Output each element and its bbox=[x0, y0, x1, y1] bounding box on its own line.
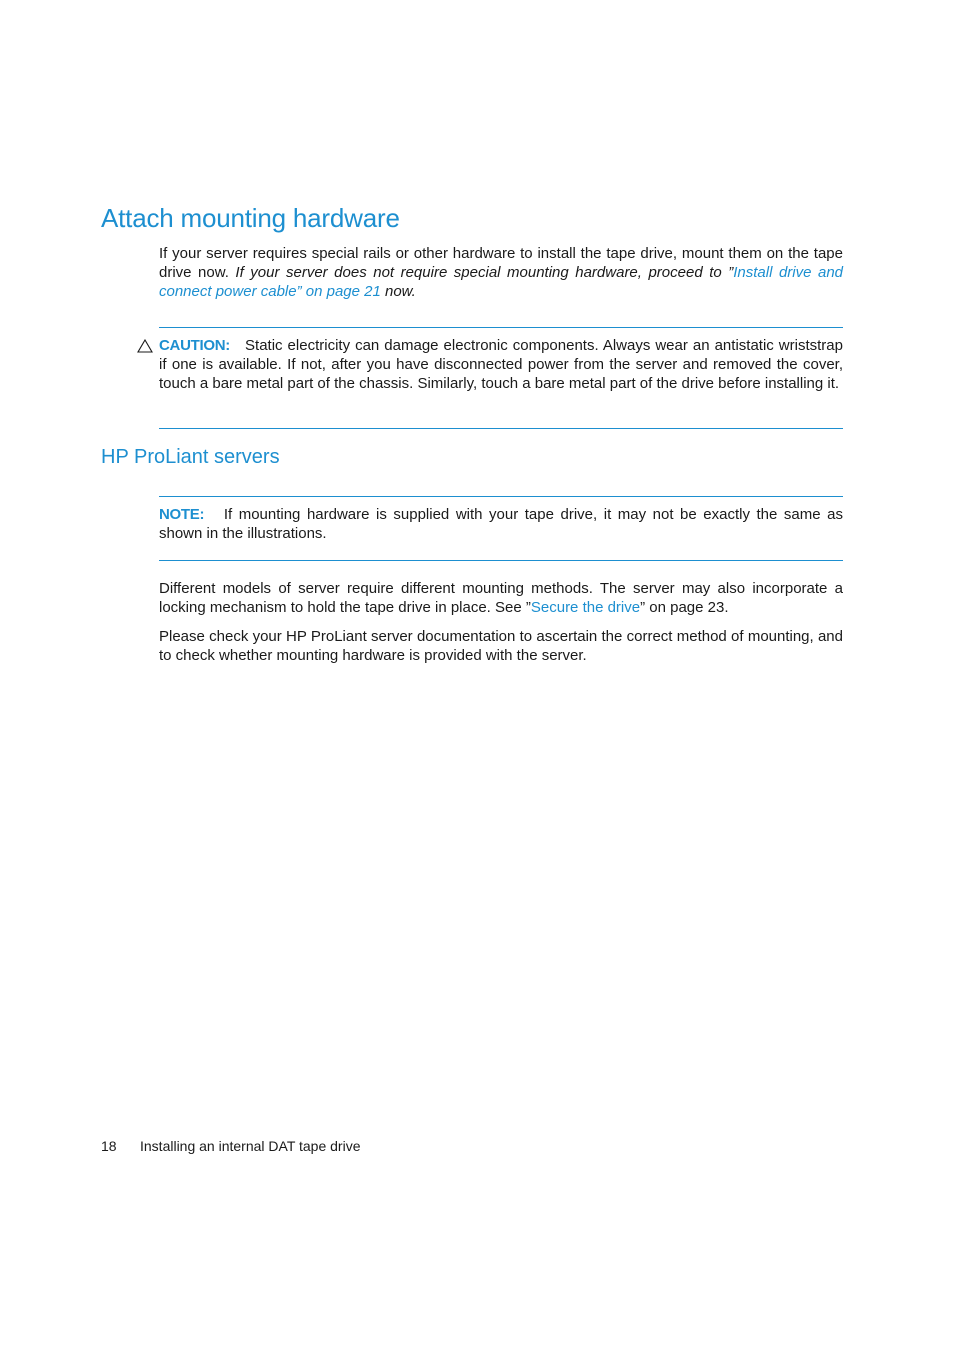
p1-end-text: ” on page 23. bbox=[640, 599, 729, 617]
intro-quote: ” bbox=[728, 264, 734, 282]
footer-title: Installing an internal DAT tape drive bbox=[140, 1138, 361, 1154]
documentation-paragraph: Please check your HP ProLiant server documentation to ascertain the correct method of mounting, and to check whether mounting hardware is provided with the server. bbox=[159, 628, 843, 665]
mounting-methods-paragraph bbox=[159, 579, 843, 617]
secure-drive-link[interactable]: Secure the drive bbox=[530, 599, 641, 617]
caution-bottom-rule bbox=[159, 428, 843, 429]
page-number: 18 bbox=[101, 1138, 117, 1154]
intro-text: If your server requires special rails or other hardware to install the tape drive, mount them on the tape drive now. bbox=[159, 245, 843, 282]
note-label: NOTE: bbox=[159, 506, 205, 523]
caution-top-rule bbox=[159, 327, 843, 328]
caution-paragraph bbox=[159, 336, 843, 394]
caution-text: Static electricity can damage electronic components. Always wear an antistatic wriststrap if one is available. If not, after you have disconnected power from the server and removed the cover, touch a bare metal part of the chassis. Similarly, touch a bare metal part of the drive before installing it. bbox=[159, 337, 843, 393]
p1-text: Different models of server require different mounting methods. The server may also incorporate a locking mechanism to hold the tape drive in place. See ” bbox=[159, 580, 843, 617]
intro-paragraph bbox=[159, 244, 843, 302]
note-text: If mounting hardware is supplied with your tape drive, it may not be exactly the same as shown in the illustrations. bbox=[159, 506, 843, 543]
caution-triangle-icon bbox=[137, 339, 153, 353]
caution-label: CAUTION: bbox=[159, 337, 230, 354]
subsection-title: HP ProLiant servers bbox=[101, 446, 280, 468]
intro-end-text: now. bbox=[380, 283, 416, 301]
section-title: Attach mounting hardware bbox=[101, 203, 400, 233]
intro-italic-text: If your server does not require special mounting hardware, proceed to bbox=[235, 264, 729, 282]
page-footer bbox=[101, 1138, 361, 1154]
note-top-rule bbox=[159, 496, 843, 497]
note-paragraph bbox=[159, 505, 843, 543]
install-drive-link[interactable]: Install drive and connect power cable” on page 21 bbox=[159, 264, 843, 301]
note-bottom-rule bbox=[159, 560, 843, 561]
